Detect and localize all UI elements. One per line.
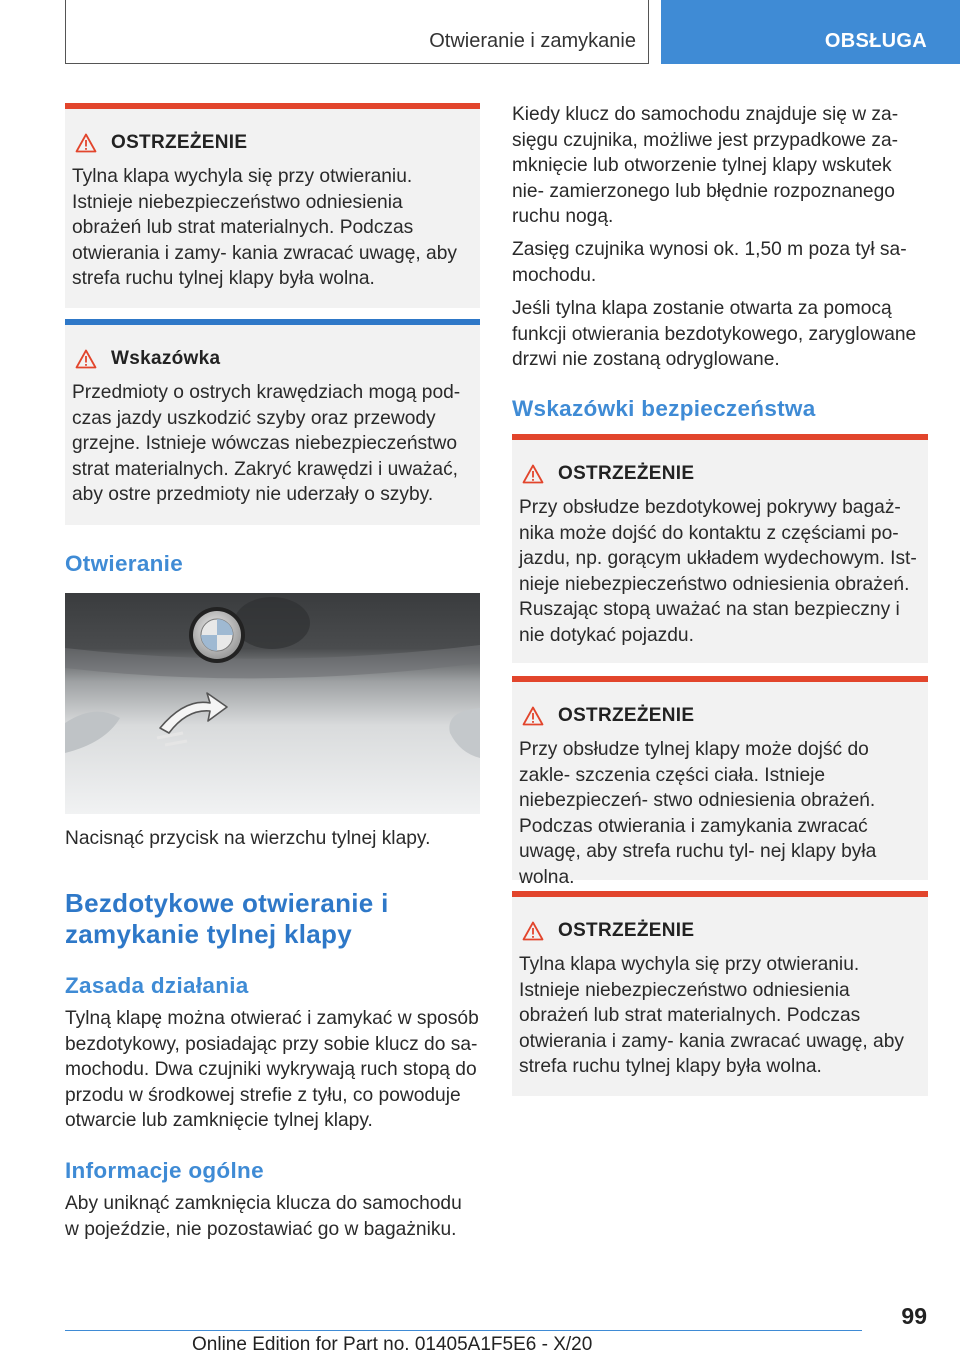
- footer-edition: Online Edition for Part no. 01405A1F5E6 - X/20: [192, 1334, 593, 1355]
- warning-box-pinching: [512, 676, 928, 888]
- header-frame: [65, 0, 649, 64]
- heading-safety: Wskazówki bezpieczeństwa: [512, 396, 816, 421]
- header-title: Otwieranie i zamykanie: [429, 30, 636, 52]
- warning-header: [522, 462, 694, 486]
- range-paragraph: Kiedy klucz do samochodu znajduje się w za‐ sięgu czujnika, możliwe jest przypadkowe za‐ mknięcie lub otworzenie tylnej klapy wskutek nie‐ zamierzonego lub błędnie rozpoznanego ruchu nogą.: [512, 104, 899, 227]
- warning-title: OSTRZEŻENIE: [558, 463, 695, 484]
- principle-text: Tylną klapę można otwierać i zamykać w sposób bezdotykowy, posiadając przy sobie klucz do sa‐ mochodu. Dwa czujniki wykrywają ruch stopą do przodu w środkowej strefie z tyłu, co powoduje otwarcie lub zamknięcie tylnej klapy.: [65, 1008, 479, 1131]
- page-number: 99: [901, 1303, 927, 1329]
- warning-title: OSTRZEŻENIE: [558, 705, 695, 726]
- warning-triangle-icon: [522, 706, 544, 726]
- warning-triangle-icon: [522, 464, 544, 484]
- warning-text: Tylna klapa wychyla się przy otwieraniu. Istnieje niebezpieczeństwo odniesienia obrażeń lub strat materialnych. Podczas otwierania i zamy‐ kania zwracać uwagę, aby strefa ruchu tylnej klapy była wolna.: [519, 954, 904, 1077]
- note-title: Wskazówka: [111, 348, 221, 369]
- tailgate-illustration: [65, 593, 480, 814]
- warning-triangle-icon: [75, 133, 97, 153]
- warning-header: [522, 704, 694, 728]
- tailgate-button-photo: [65, 593, 480, 814]
- note-text: Przedmioty o ostrych krawędziach mogą pod‐ czas jazdy uszkodzić szyby oraz przewody grzejne. Istnieje wówczas niebezpieczeństwo strat materialnych. Zakryć krawędzi i uważać, aby ostre przedmioty nie uderzały o szyby.: [72, 382, 461, 505]
- warning-title: OSTRZEŻENIE: [111, 132, 248, 153]
- warning-title: OSTRZEŻENIE: [558, 920, 695, 941]
- general-text: Aby uniknąć zamknięcia klucza do samochodu w pojeździe, nie pozostawiać go w bagażniku.: [65, 1193, 462, 1240]
- warning-header: [75, 131, 247, 155]
- warning-text: Tylna klapa wychyla się przy otwieraniu. Istnieje niebezpieczeństwo odniesienia obrażeń lub strat materialnych. Podczas otwierania i zamy‐ kania zwracać uwagę, aby strefa ruchu tylnej klapy była wolna.: [72, 166, 457, 289]
- warning-box-tailgate: [65, 103, 480, 308]
- warning-text: Przy obsłudze tylnej klapy może dojść do zakle‐ szczenia części ciała. Istnieje niebezpieczeń‐ stwo odniesienia obrażeń. Podczas otwierania i zamykania zwracać uwagę, aby strefa ruchu tyl‐ nej klapy była wolna.: [519, 739, 877, 888]
- photo-caption: Nacisnąć przycisk na wierzchu tylnej klapy.: [65, 828, 431, 849]
- warning-header: [522, 919, 694, 943]
- sensor-range-paragraph: Zasięg czujnika wynosi ok. 1,50 m poza tył sa‐ mochodu.: [512, 239, 907, 286]
- heading-opening: Otwieranie: [65, 551, 184, 576]
- warning-text: Przy obsłudze bezdotykowej pokrywy bagaż‐ nika może dojść do kontaktu z częściami po‐ jazdu, np. gorącym układem wydechowym. Ist‐ nieje niebezpieczeństwo odniesienia obrażeń. Ruszając stopą uważać na stan bezpieczny i nie dotykać pojazdu.: [519, 497, 917, 646]
- note-box-sharp-objects: [65, 319, 480, 525]
- warning-box-tailgate-swing: [512, 891, 928, 1096]
- warning-triangle-icon: [522, 921, 544, 941]
- section-tab: [661, 0, 960, 64]
- footer-divider: [65, 1330, 862, 1331]
- heading-touchless: Bezdotykowe otwieranie i zamykanie tylnej klapy: [65, 888, 389, 949]
- warning-box-exhaust: [512, 434, 928, 663]
- section-tab-label: OBSŁUGA: [824, 30, 927, 52]
- unlock-paragraph: Jeśli tylna klapa zostanie otwarta za pomocą funkcji otwierania bezdotykowego, zaryglowane drzwi nie zostaną odryglowane.: [512, 298, 917, 370]
- note-header: [75, 347, 220, 371]
- heading-general: Informacje ogólne: [65, 1158, 264, 1183]
- warning-triangle-icon: [75, 349, 97, 369]
- heading-principle: Zasada działania: [65, 973, 249, 998]
